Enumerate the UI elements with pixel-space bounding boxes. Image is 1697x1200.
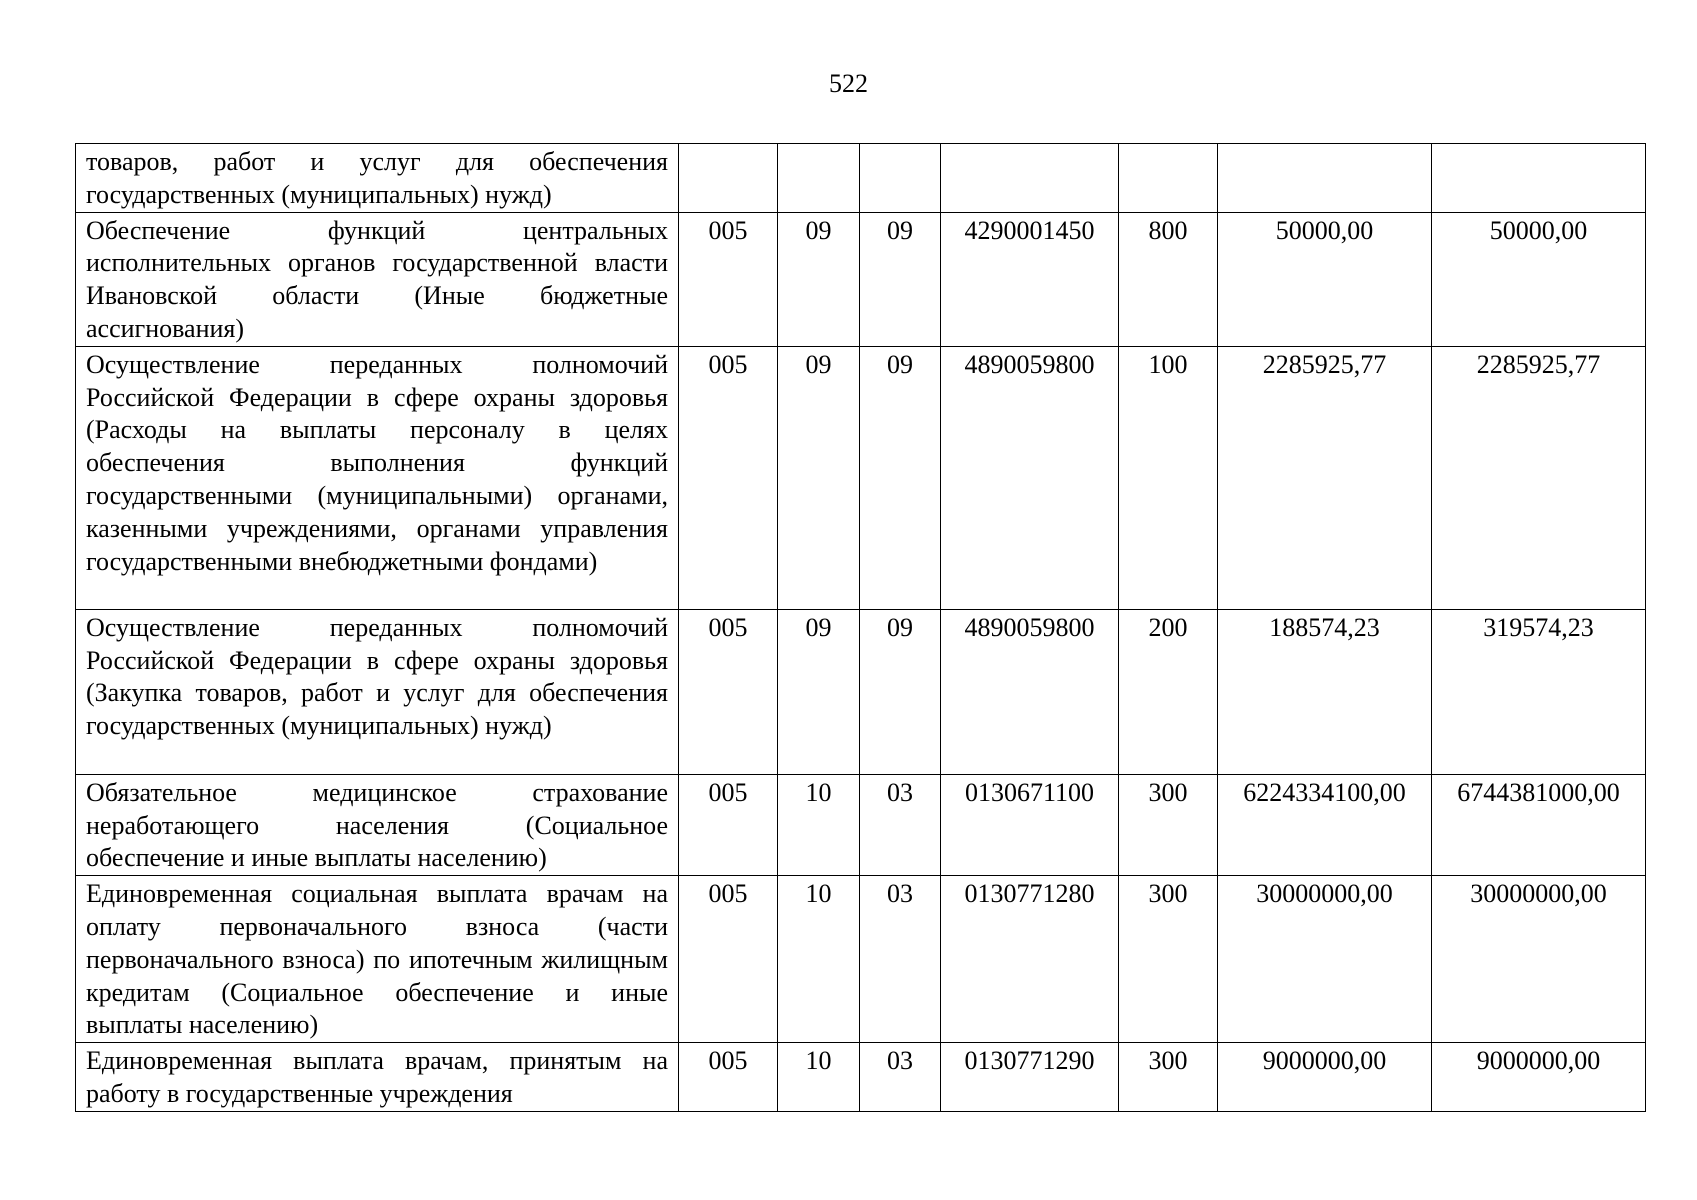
cell-amount-1: 6224334100,00 — [1218, 774, 1432, 875]
row-description: Обеспечение функций центральных исполнительных органов государственной власти Ивановской области (Иные бюджетные ассигнования) — [76, 212, 679, 346]
cell-code: 005 — [679, 774, 778, 875]
cell-expense-type: 100 — [1119, 346, 1218, 609]
cell-section — [778, 144, 860, 213]
cell-expense-type: 300 — [1119, 1043, 1218, 1112]
cell-amount-2: 30000000,00 — [1432, 876, 1646, 1043]
cell-target-article: 4890059800 — [941, 346, 1119, 609]
cell-subsection: 09 — [860, 212, 941, 346]
cell-subsection: 09 — [860, 609, 941, 774]
cell-code: 005 — [679, 1043, 778, 1112]
row-description: Осуществление переданных полномочий Российской Федерации в сфере охраны здоровья (Закупка товаров, работ и услуг для обеспечения государственных (муниципальных) нужд) — [76, 609, 679, 774]
cell-code: 005 — [679, 346, 778, 609]
cell-target-article: 0130771290 — [941, 1043, 1119, 1112]
table-row — [76, 346, 1646, 609]
cell-target-article: 4890059800 — [941, 609, 1119, 774]
page-number: 522 — [829, 69, 868, 98]
table-row — [76, 876, 1646, 1043]
table-row — [76, 1043, 1646, 1112]
cell-expense-type: 300 — [1119, 876, 1218, 1043]
cell-subsection: 03 — [860, 876, 941, 1043]
cell-amount-2: 50000,00 — [1432, 212, 1646, 346]
cell-amount-1: 9000000,00 — [1218, 1043, 1432, 1112]
cell-amount-2 — [1432, 144, 1646, 213]
cell-subsection: 03 — [860, 1043, 941, 1112]
cell-section: 10 — [778, 774, 860, 875]
cell-code — [679, 144, 778, 213]
table-row — [76, 609, 1646, 774]
cell-amount-1: 30000000,00 — [1218, 876, 1432, 1043]
cell-code: 005 — [679, 609, 778, 774]
cell-subsection: 09 — [860, 346, 941, 609]
cell-section: 10 — [778, 876, 860, 1043]
cell-amount-2: 2285925,77 — [1432, 346, 1646, 609]
cell-amount-2: 319574,23 — [1432, 609, 1646, 774]
cell-section: 09 — [778, 212, 860, 346]
cell-amount-2: 9000000,00 — [1432, 1043, 1646, 1112]
row-description: Единовременная социальная выплата врачам на оплату первоначального взноса (части первоначального взноса) по ипотечным жилищным кредитам (Социальное обеспечение и иные выплаты населению) — [76, 876, 679, 1043]
cell-expense-type — [1119, 144, 1218, 213]
cell-subsection: 03 — [860, 774, 941, 875]
cell-target-article: 0130771280 — [941, 876, 1119, 1043]
cell-expense-type: 200 — [1119, 609, 1218, 774]
table-row — [76, 212, 1646, 346]
cell-amount-1: 50000,00 — [1218, 212, 1432, 346]
cell-amount-2: 6744381000,00 — [1432, 774, 1646, 875]
row-description: Обязательное медицинское страхование неработающего населения (Социальное обеспечение и иные выплаты населению) — [76, 774, 679, 875]
cell-subsection — [860, 144, 941, 213]
table-row — [76, 774, 1646, 875]
cell-code: 005 — [679, 212, 778, 346]
cell-code: 005 — [679, 876, 778, 1043]
cell-section: 09 — [778, 609, 860, 774]
cell-expense-type: 300 — [1119, 774, 1218, 875]
cell-section: 10 — [778, 1043, 860, 1112]
row-description: Осуществление переданных полномочий Российской Федерации в сфере охраны здоровья (Расходы на выплаты персоналу в целях обеспечения выполнения функций государственными (муниципальными) органами, казенными учреждениями, органами управления государственными внебюджетными фондами) — [76, 346, 679, 609]
cell-target-article: 0130671100 — [941, 774, 1119, 875]
row-description: товаров, работ и услуг для обеспечения государственных (муниципальных) нужд) — [76, 144, 679, 213]
row-description: Единовременная выплата врачам, принятым на работу в государственные учреждения — [76, 1043, 679, 1112]
cell-expense-type: 800 — [1119, 212, 1218, 346]
cell-amount-1 — [1218, 144, 1432, 213]
cell-amount-1: 2285925,77 — [1218, 346, 1432, 609]
cell-target-article: 4290001450 — [941, 212, 1119, 346]
table-row — [76, 144, 1646, 213]
cell-section: 09 — [778, 346, 860, 609]
cell-amount-1: 188574,23 — [1218, 609, 1432, 774]
cell-target-article — [941, 144, 1119, 213]
budget-table — [75, 143, 1646, 1112]
